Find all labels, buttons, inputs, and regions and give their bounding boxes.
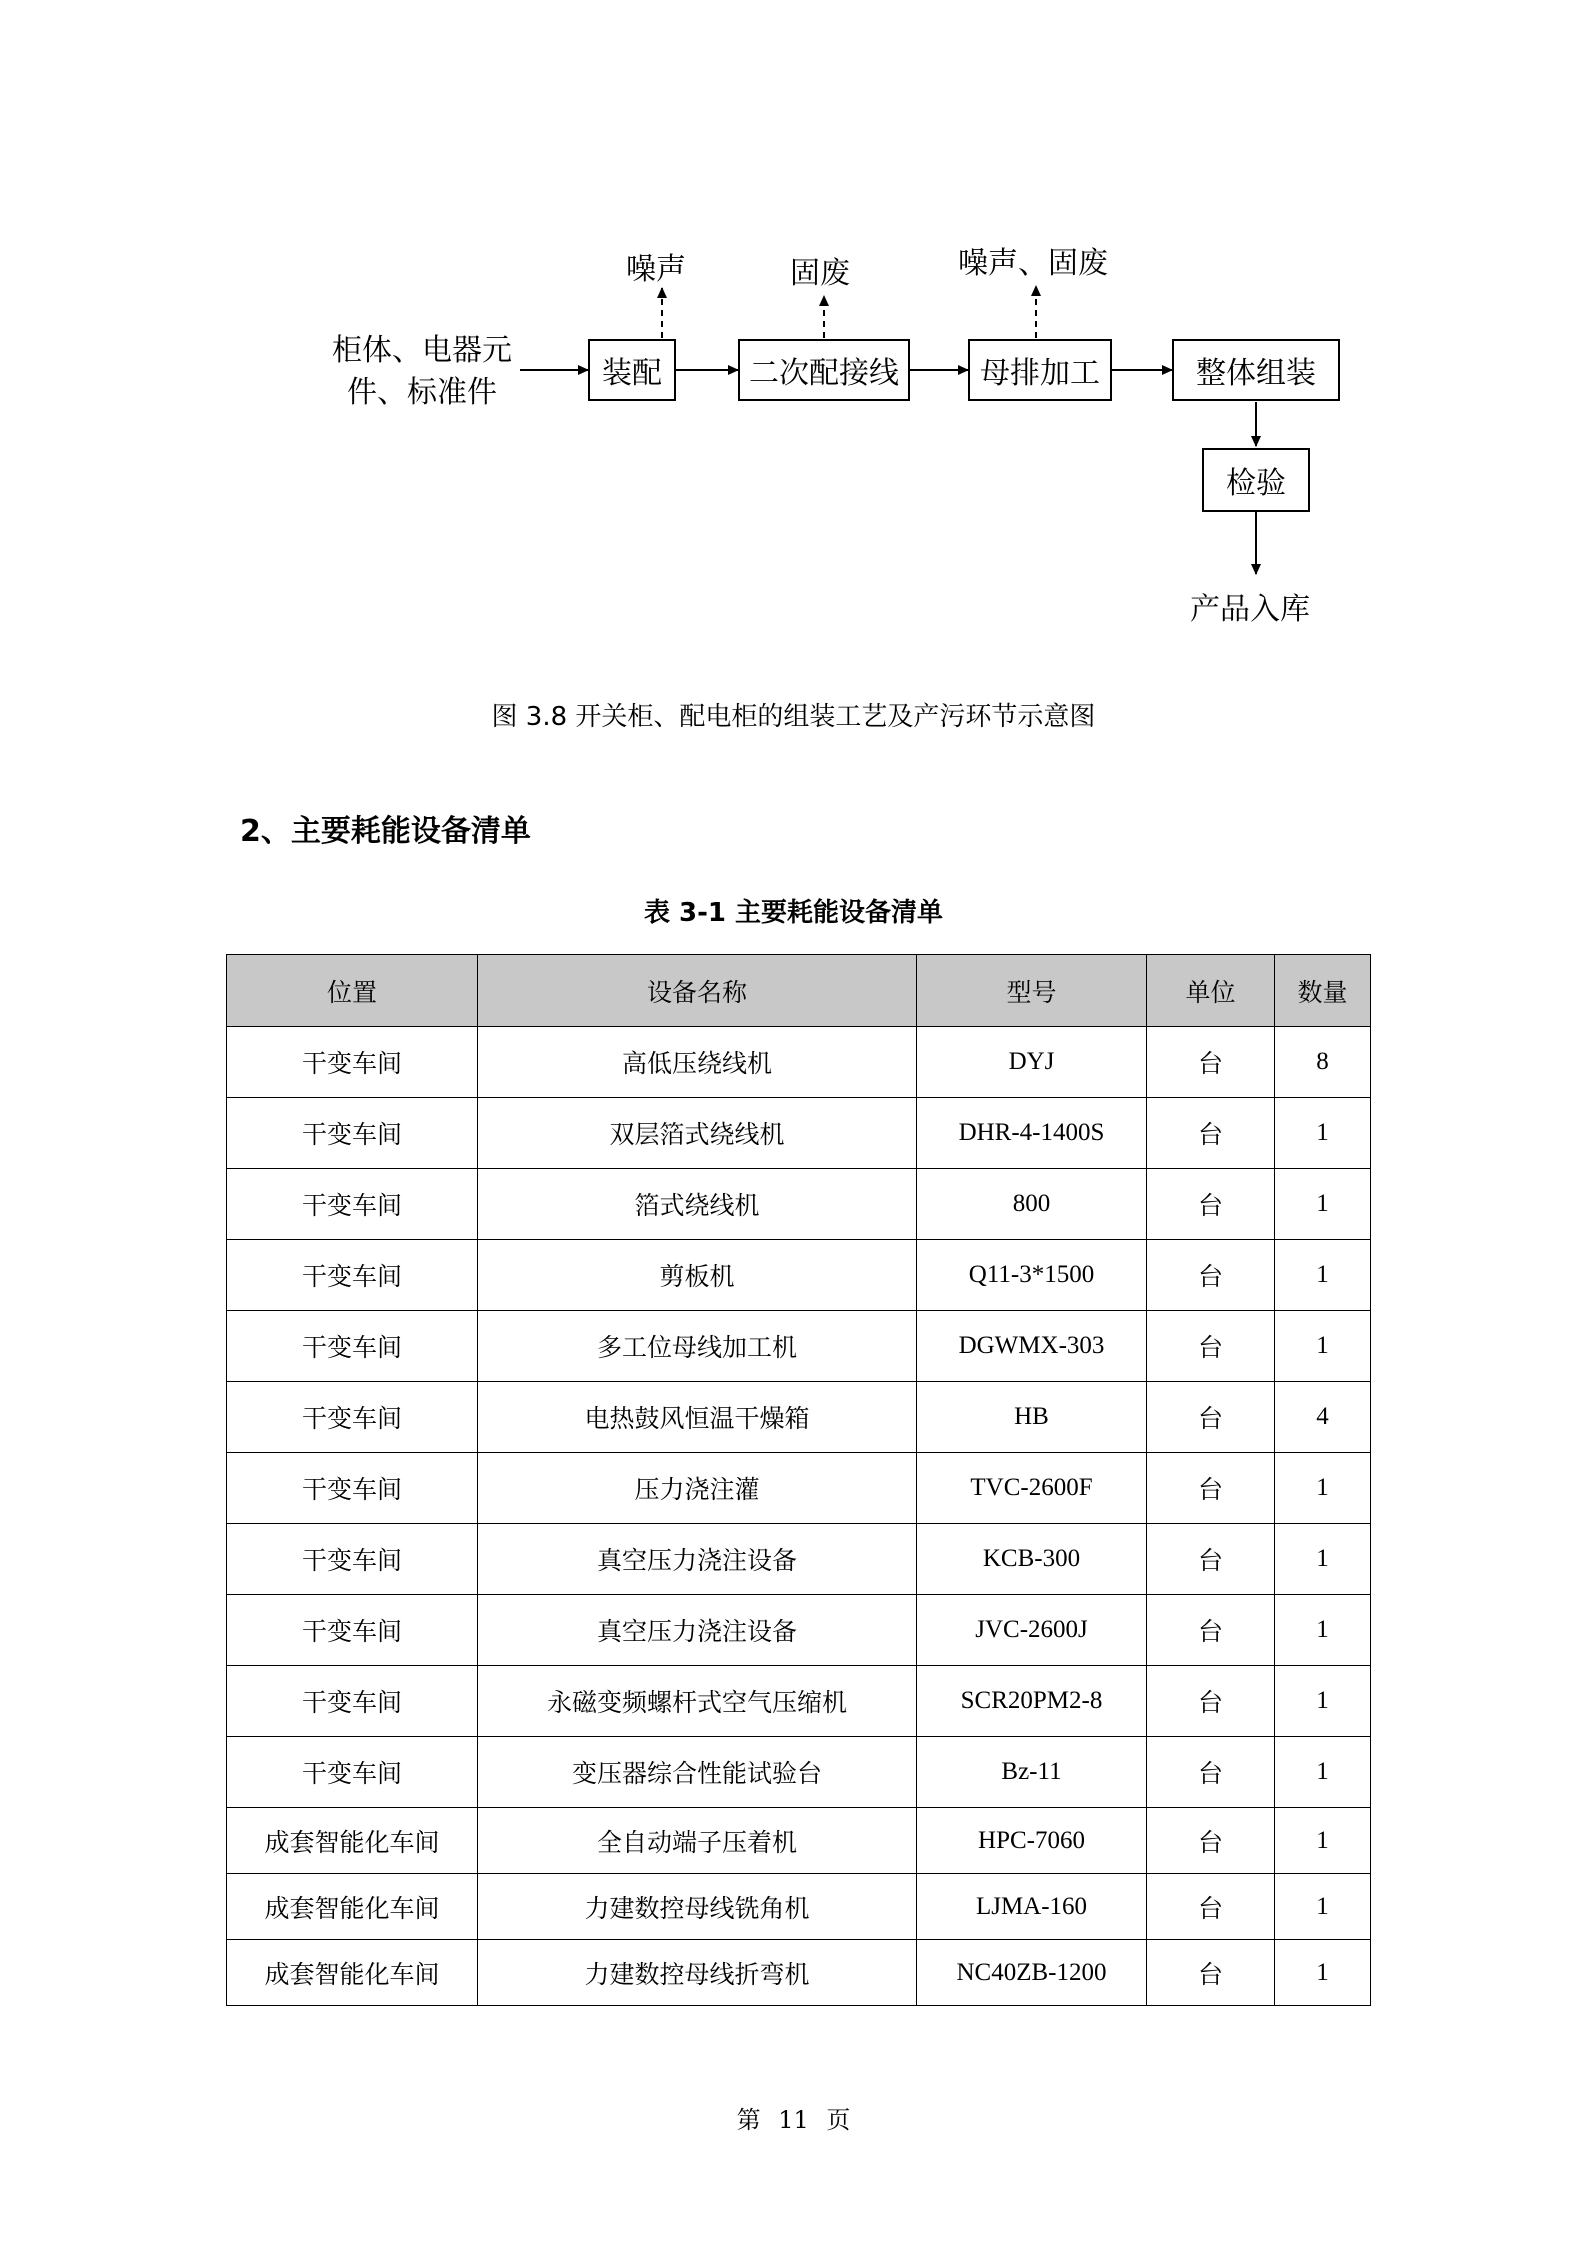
- cell-quantity: 1: [1275, 1311, 1371, 1382]
- cell-equipment-name: 剪板机: [478, 1240, 917, 1311]
- cell-model: NC40ZB-1200: [917, 1940, 1147, 2006]
- cell-equipment-name: 变压器综合性能试验台: [478, 1737, 917, 1808]
- cell-equipment-name: 真空压力浇注设备: [478, 1595, 917, 1666]
- cell-location: 干变车间: [227, 1524, 478, 1595]
- table-row: [227, 1311, 1371, 1382]
- cell-model: HPC-7060: [917, 1808, 1147, 1874]
- cell-equipment-name: 全自动端子压着机: [478, 1808, 917, 1874]
- process-flow-diagram: [0, 0, 1587, 640]
- cell-equipment-name: 永磁变频螺杆式空气压缩机: [478, 1666, 917, 1737]
- cell-location: 干变车间: [227, 1595, 478, 1666]
- step-secondary-wiring-box: 二次配接线: [738, 339, 910, 401]
- cell-quantity: 1: [1275, 1874, 1371, 1940]
- cell-location: 干变车间: [227, 1666, 478, 1737]
- cell-quantity: 1: [1275, 1940, 1371, 2006]
- cell-model: DYJ: [917, 1027, 1147, 1098]
- table-row: [227, 1169, 1371, 1240]
- cell-location: 干变车间: [227, 1169, 478, 1240]
- cell-quantity: 8: [1275, 1027, 1371, 1098]
- emission-noise-label: 噪声: [626, 252, 686, 287]
- header-model: 型号: [917, 955, 1147, 1027]
- cell-location: 干变车间: [227, 1453, 478, 1524]
- cell-location: 成套智能化车间: [227, 1874, 478, 1940]
- cell-unit: 台: [1147, 1098, 1275, 1169]
- table-row: [227, 1453, 1371, 1524]
- cell-model: Bz-11: [917, 1737, 1147, 1808]
- input-materials-line1: 柜体、电器元: [332, 333, 512, 368]
- cell-equipment-name: 真空压力浇注设备: [478, 1524, 917, 1595]
- cell-unit: 台: [1147, 1382, 1275, 1453]
- cell-quantity: 1: [1275, 1098, 1371, 1169]
- table-row: [227, 1874, 1371, 1940]
- table-row: [227, 1240, 1371, 1311]
- step-busbar-processing-box: 母排加工: [968, 339, 1112, 401]
- cell-location: 成套智能化车间: [227, 1808, 478, 1874]
- output-storage-label: 产品入库: [1190, 592, 1310, 627]
- table-caption: 表 3-1 主要耗能设备清单: [643, 898, 944, 928]
- cell-equipment-name: 高低压绕线机: [478, 1027, 917, 1098]
- table-row: [227, 1027, 1371, 1098]
- footer-suffix: 页: [826, 2106, 851, 2134]
- table-row: [227, 1382, 1371, 1453]
- cell-unit: 台: [1147, 1940, 1275, 2006]
- equipment-table: [226, 954, 1371, 2006]
- cell-model: DGWMX-303: [917, 1311, 1147, 1382]
- cell-quantity: 1: [1275, 1666, 1371, 1737]
- cell-quantity: 1: [1275, 1169, 1371, 1240]
- cell-equipment-name: 多工位母线加工机: [478, 1311, 917, 1382]
- cell-model: LJMA-160: [917, 1874, 1147, 1940]
- cell-model: Q11-3*1500: [917, 1240, 1147, 1311]
- step-assembly-box: 装配: [588, 339, 676, 401]
- table-header-row: [227, 955, 1371, 1027]
- cell-equipment-name: 力建数控母线折弯机: [478, 1940, 917, 2006]
- cell-quantity: 1: [1275, 1808, 1371, 1874]
- cell-unit: 台: [1147, 1874, 1275, 1940]
- table-row: [227, 1524, 1371, 1595]
- cell-equipment-name: 箔式绕线机: [478, 1169, 917, 1240]
- header-location: 位置: [227, 955, 478, 1027]
- cell-location: 干变车间: [227, 1240, 478, 1311]
- cell-model: SCR20PM2-8: [917, 1666, 1147, 1737]
- header-unit: 单位: [1147, 955, 1275, 1027]
- cell-unit: 台: [1147, 1311, 1275, 1382]
- cell-location: 干变车间: [227, 1027, 478, 1098]
- cell-model: TVC-2600F: [917, 1453, 1147, 1524]
- cell-location: 干变车间: [227, 1382, 478, 1453]
- cell-model: KCB-300: [917, 1524, 1147, 1595]
- cell-quantity: 1: [1275, 1240, 1371, 1311]
- cell-unit: 台: [1147, 1240, 1275, 1311]
- table-row: [227, 1940, 1371, 2006]
- input-materials-label: [322, 330, 522, 414]
- footer-prefix: 第: [736, 2106, 761, 2134]
- table-row: [227, 1737, 1371, 1808]
- table-row: [227, 1666, 1371, 1737]
- header-quantity: 数量: [1275, 955, 1371, 1027]
- cell-model: DHR-4-1400S: [917, 1098, 1147, 1169]
- cell-unit: 台: [1147, 1808, 1275, 1874]
- cell-unit: 台: [1147, 1595, 1275, 1666]
- cell-equipment-name: 压力浇注灌: [478, 1453, 917, 1524]
- cell-location: 干变车间: [227, 1737, 478, 1808]
- cell-equipment-name: 双层箔式绕线机: [478, 1098, 917, 1169]
- cell-unit: 台: [1147, 1737, 1275, 1808]
- cell-quantity: 1: [1275, 1524, 1371, 1595]
- cell-unit: 台: [1147, 1453, 1275, 1524]
- step-inspection-box: 检验: [1202, 448, 1310, 512]
- cell-quantity: 1: [1275, 1737, 1371, 1808]
- emission-solid-waste-label: 固废: [790, 256, 850, 291]
- cell-unit: 台: [1147, 1524, 1275, 1595]
- cell-location: 成套智能化车间: [227, 1940, 478, 2006]
- section-heading: 2、主要耗能设备清单: [240, 814, 531, 849]
- cell-model: 800: [917, 1169, 1147, 1240]
- cell-model: HB: [917, 1382, 1147, 1453]
- emission-noise-waste-label: 噪声、固废: [958, 246, 1108, 281]
- table-row: [227, 1808, 1371, 1874]
- header-equipment-name: 设备名称: [478, 955, 917, 1027]
- cell-unit: 台: [1147, 1169, 1275, 1240]
- cell-quantity: 4: [1275, 1382, 1371, 1453]
- cell-location: 干变车间: [227, 1098, 478, 1169]
- input-materials-line2: 件、标准件: [347, 375, 497, 410]
- cell-quantity: 1: [1275, 1453, 1371, 1524]
- cell-equipment-name: 力建数控母线铣角机: [478, 1874, 917, 1940]
- cell-equipment-name: 电热鼓风恒温干燥箱: [478, 1382, 917, 1453]
- step-final-assembly-box: 整体组装: [1172, 339, 1340, 401]
- page-footer: [0, 2100, 1587, 2135]
- page-number: 11: [778, 2106, 809, 2134]
- cell-unit: 台: [1147, 1027, 1275, 1098]
- figure-caption: 图 3.8 开关柜、配电柜的组装工艺及产污环节示意图: [491, 702, 1096, 732]
- cell-unit: 台: [1147, 1666, 1275, 1737]
- table-row: [227, 1098, 1371, 1169]
- cell-model: JVC-2600J: [917, 1595, 1147, 1666]
- table-row: [227, 1595, 1371, 1666]
- cell-quantity: 1: [1275, 1595, 1371, 1666]
- diagram-arrows: [0, 0, 1587, 640]
- cell-location: 干变车间: [227, 1311, 478, 1382]
